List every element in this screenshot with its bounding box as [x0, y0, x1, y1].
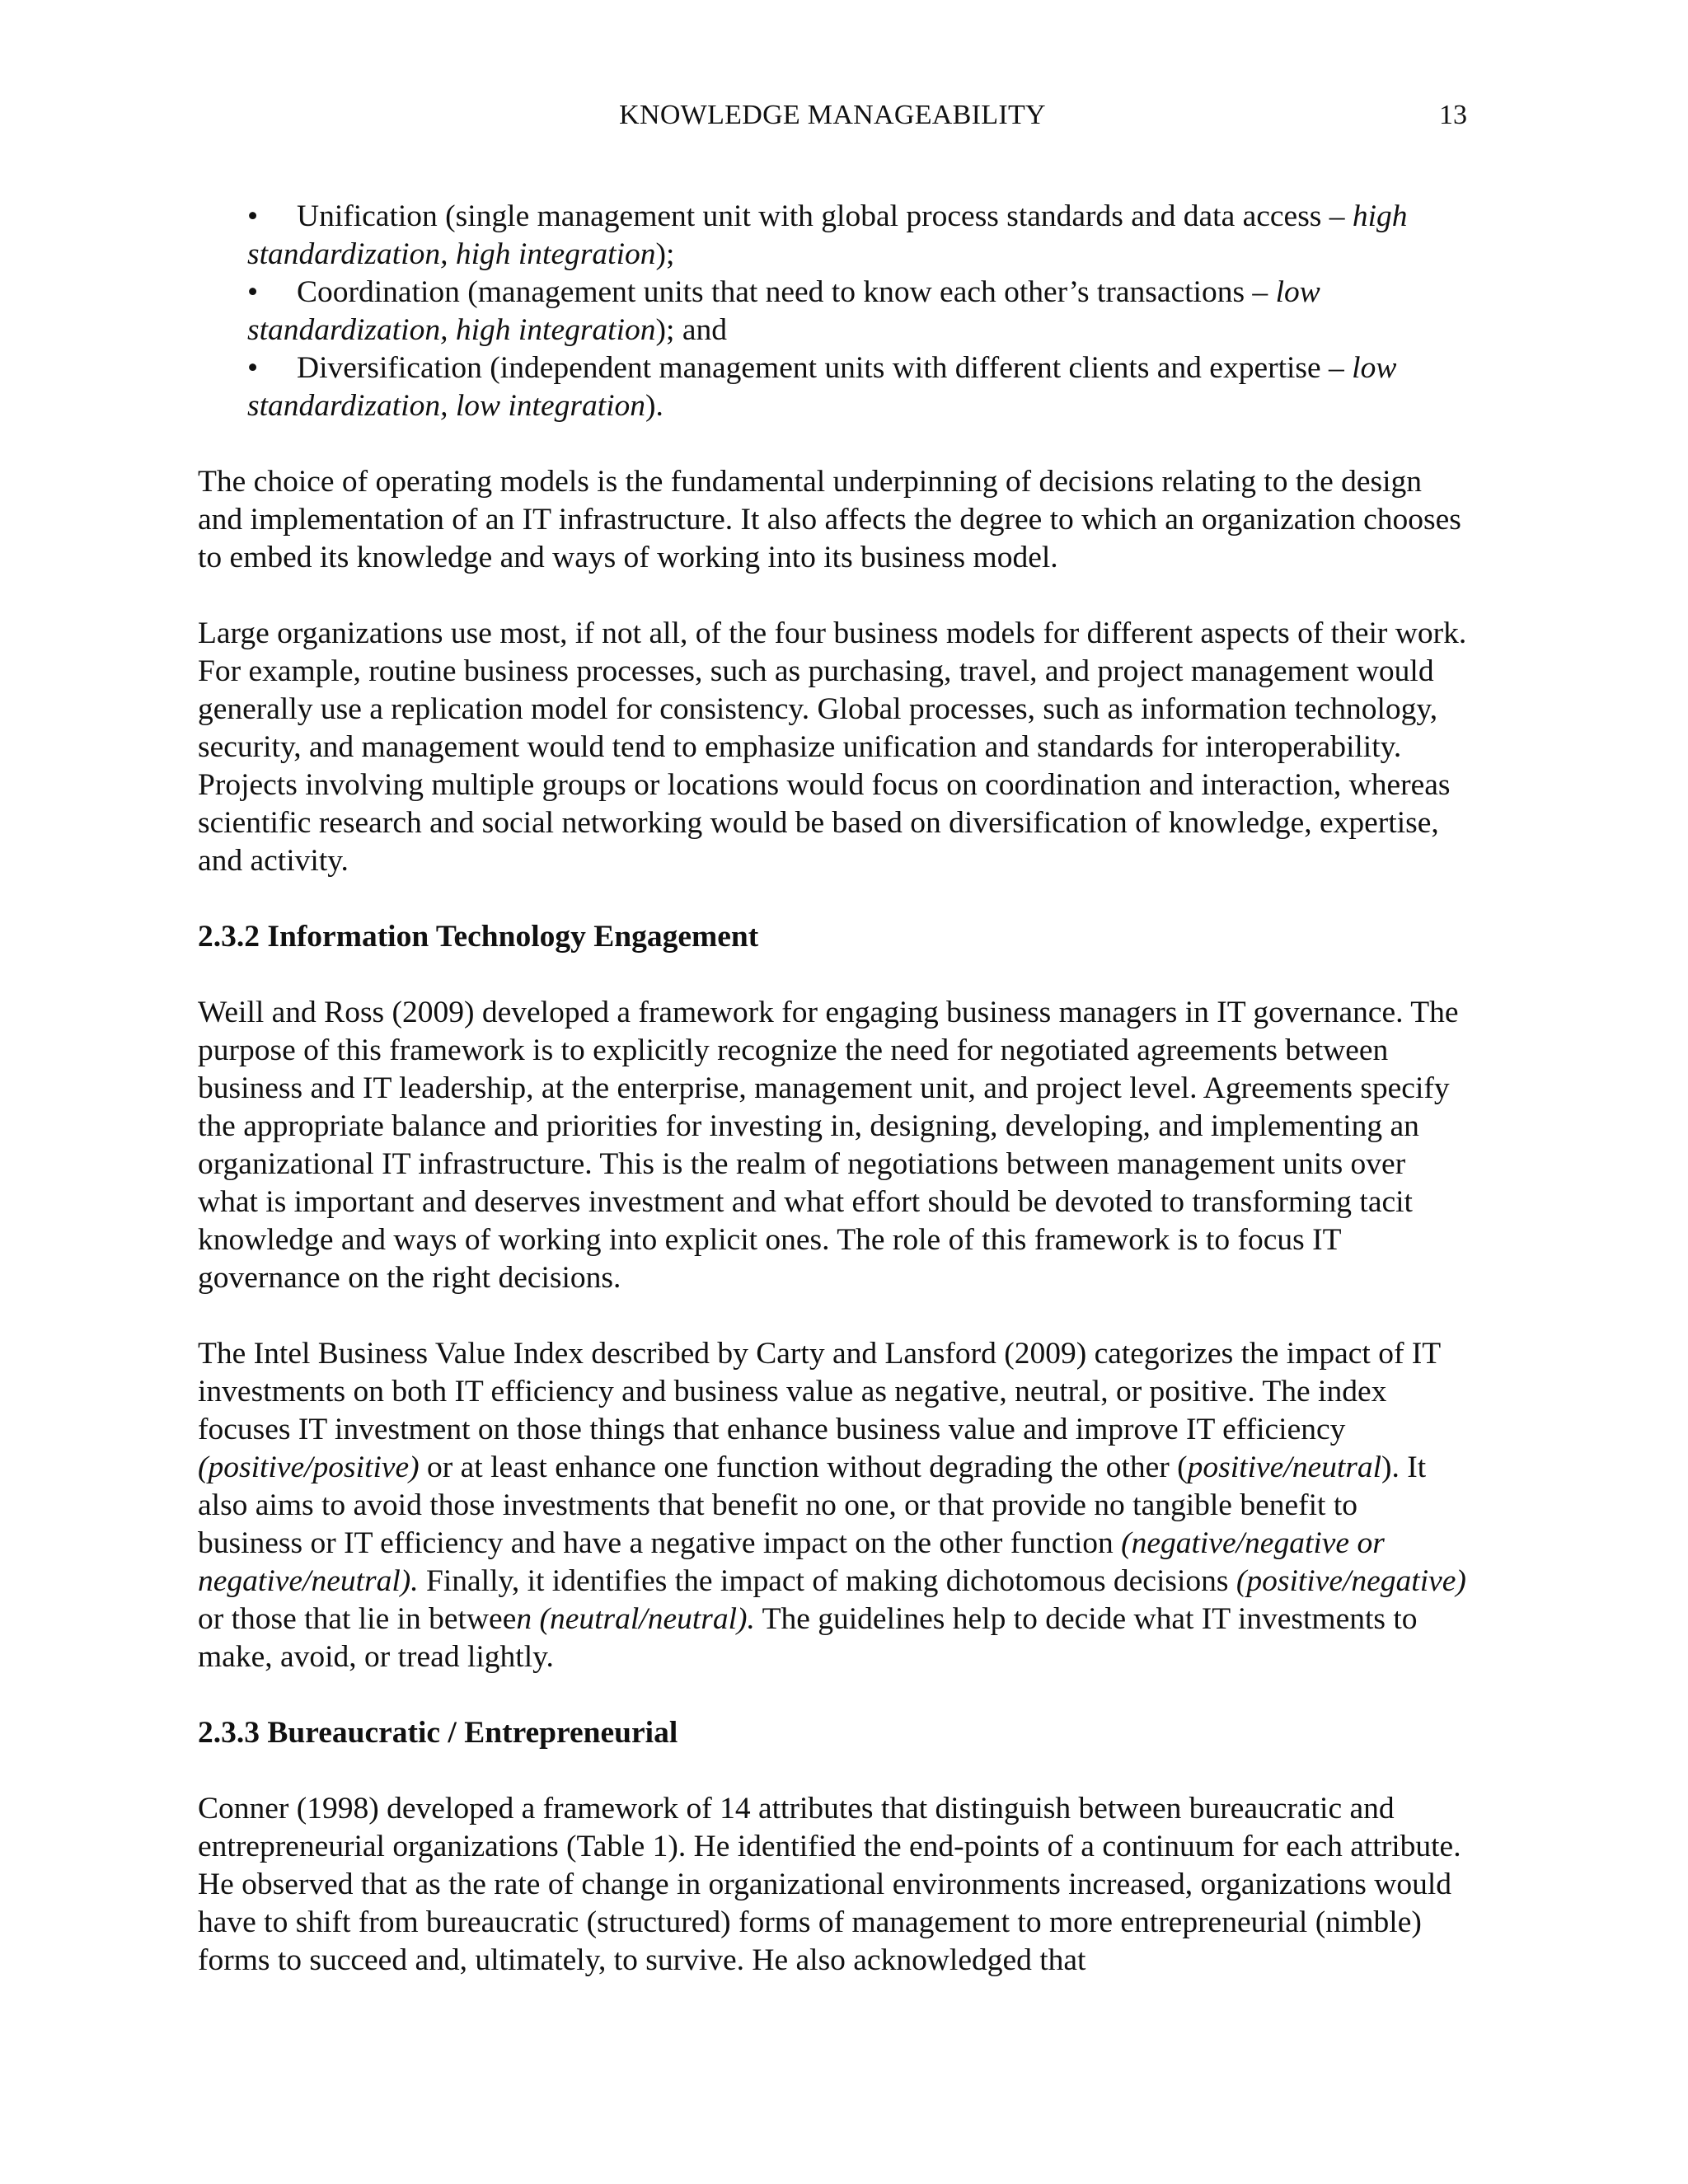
bullet-emphasis: high standardization, high integration — [247, 199, 1408, 271]
bullet-text: Coordination (management units that need to know each other’s transactions – — [297, 275, 1276, 309]
page-number: 13 — [1439, 100, 1467, 130]
running-header — [198, 97, 1467, 134]
bullet-item-diversification — [198, 349, 1467, 425]
bullet-emphasis: low standardization, high integration — [247, 275, 1320, 347]
bullet-emphasis: low standardization, low integration — [247, 351, 1397, 423]
document-body — [198, 198, 1467, 2018]
bullet-item-unification — [198, 198, 1467, 274]
paragraph-weill-ross: Weill and Ross (2009) developed a framework for engaging business managers in IT governance. The purpose of this framework is to explicitly recognize the need for negotiated agreements between business and IT leadership, at the enterprise, management unit, and project level. Agreements specify the appropriate balance and priorities for investing in, designing, developing, and implementing an organizational IT infrastructure. This is the realm of negotiations between management units over what is important and deserves investment and what effort should be devoted to transforming tacit knowledge and ways of working into explicit ones. The role of this framework is to focus IT governance on the right decisions. — [198, 996, 1459, 1295]
bullet-item-coordination — [198, 274, 1467, 349]
bullet-icon: • — [247, 275, 259, 309]
bullet-text: Diversification (independent management units with different clients and expertise – — [297, 351, 1353, 385]
paragraph-large-organizations: Large organizations use most, if not all, of the four business models for different aspects of their work. For example, routine business processes, such as purchasing, travel, and project management would generally use a replication model for consistency. Global processes, such as information technology, security, and management would tend to emphasize unification and standards for interoperability. Projects involving multiple groups or locations would focus on coordination and interaction, whereas scientific research and social networking would be based on diversification of knowledge, expertise, and activity. — [198, 616, 1467, 878]
bullet-text-end: ). — [645, 389, 663, 423]
running-head-title: KNOWLEDGE MANAGEABILITY — [619, 100, 1046, 130]
paragraph-intel-bvi: The Intel Business Value Index described by Carty and Lansford (2009) categorizes the impact of IT investments on both IT efficiency and business value as negative, neutral, or positive. The index focuses IT investment on those things that enhance business value and improve IT efficiency (positive/positive) or at least enhance one function without degrading the other (positive/neutral). It also aims to avoid those investments that benefit no one, or that provide no tangible benefit to business or IT efficiency and have a negative impact on the other function (negative/negative or negative/neutral). Finally, it identifies the impact of making dichotomous decisions (positive/negative) or those that lie in between (neutral/neutral). The guidelines help to decide what IT investments to make, avoid, or tread lightly. — [198, 1337, 1466, 1674]
section-heading-bureaucratic: 2.3.3 Bureaucratic / Entrepreneurial — [198, 1716, 678, 1750]
section-heading-it-engagement: 2.3.2 Information Technology Engagement — [198, 920, 759, 954]
bullet-text-end: ); and — [655, 313, 727, 347]
paragraph-operating-models: The choice of operating models is the fundamental underpinning of decisions relating to the design and implementation of an IT infrastructure. It also affects the degree to which an organization chooses to embed its knowledge and ways of working into its business model. — [198, 465, 1461, 574]
paragraph-conner: Conner (1998) developed a framework of 14 attributes that distinguish between bureaucratic and entrepreneurial organizations (Table 1). He identified the end-points of a continuum for each attribute. He observed that as the rate of change in organizational environments increased, organizations would have to shift from bureaucratic (structured) forms of management to more entrepreneurial (nimble) forms to succeed and, ultimately, to survive. He also acknowledged that — [198, 1792, 1461, 1977]
bullet-icon: • — [247, 351, 259, 385]
bullet-text: Unification (single management unit with global process standards and data access – — [297, 199, 1353, 233]
bullet-list — [198, 198, 1467, 425]
bullet-text-end: ); — [655, 237, 675, 271]
bullet-icon: • — [247, 199, 259, 233]
